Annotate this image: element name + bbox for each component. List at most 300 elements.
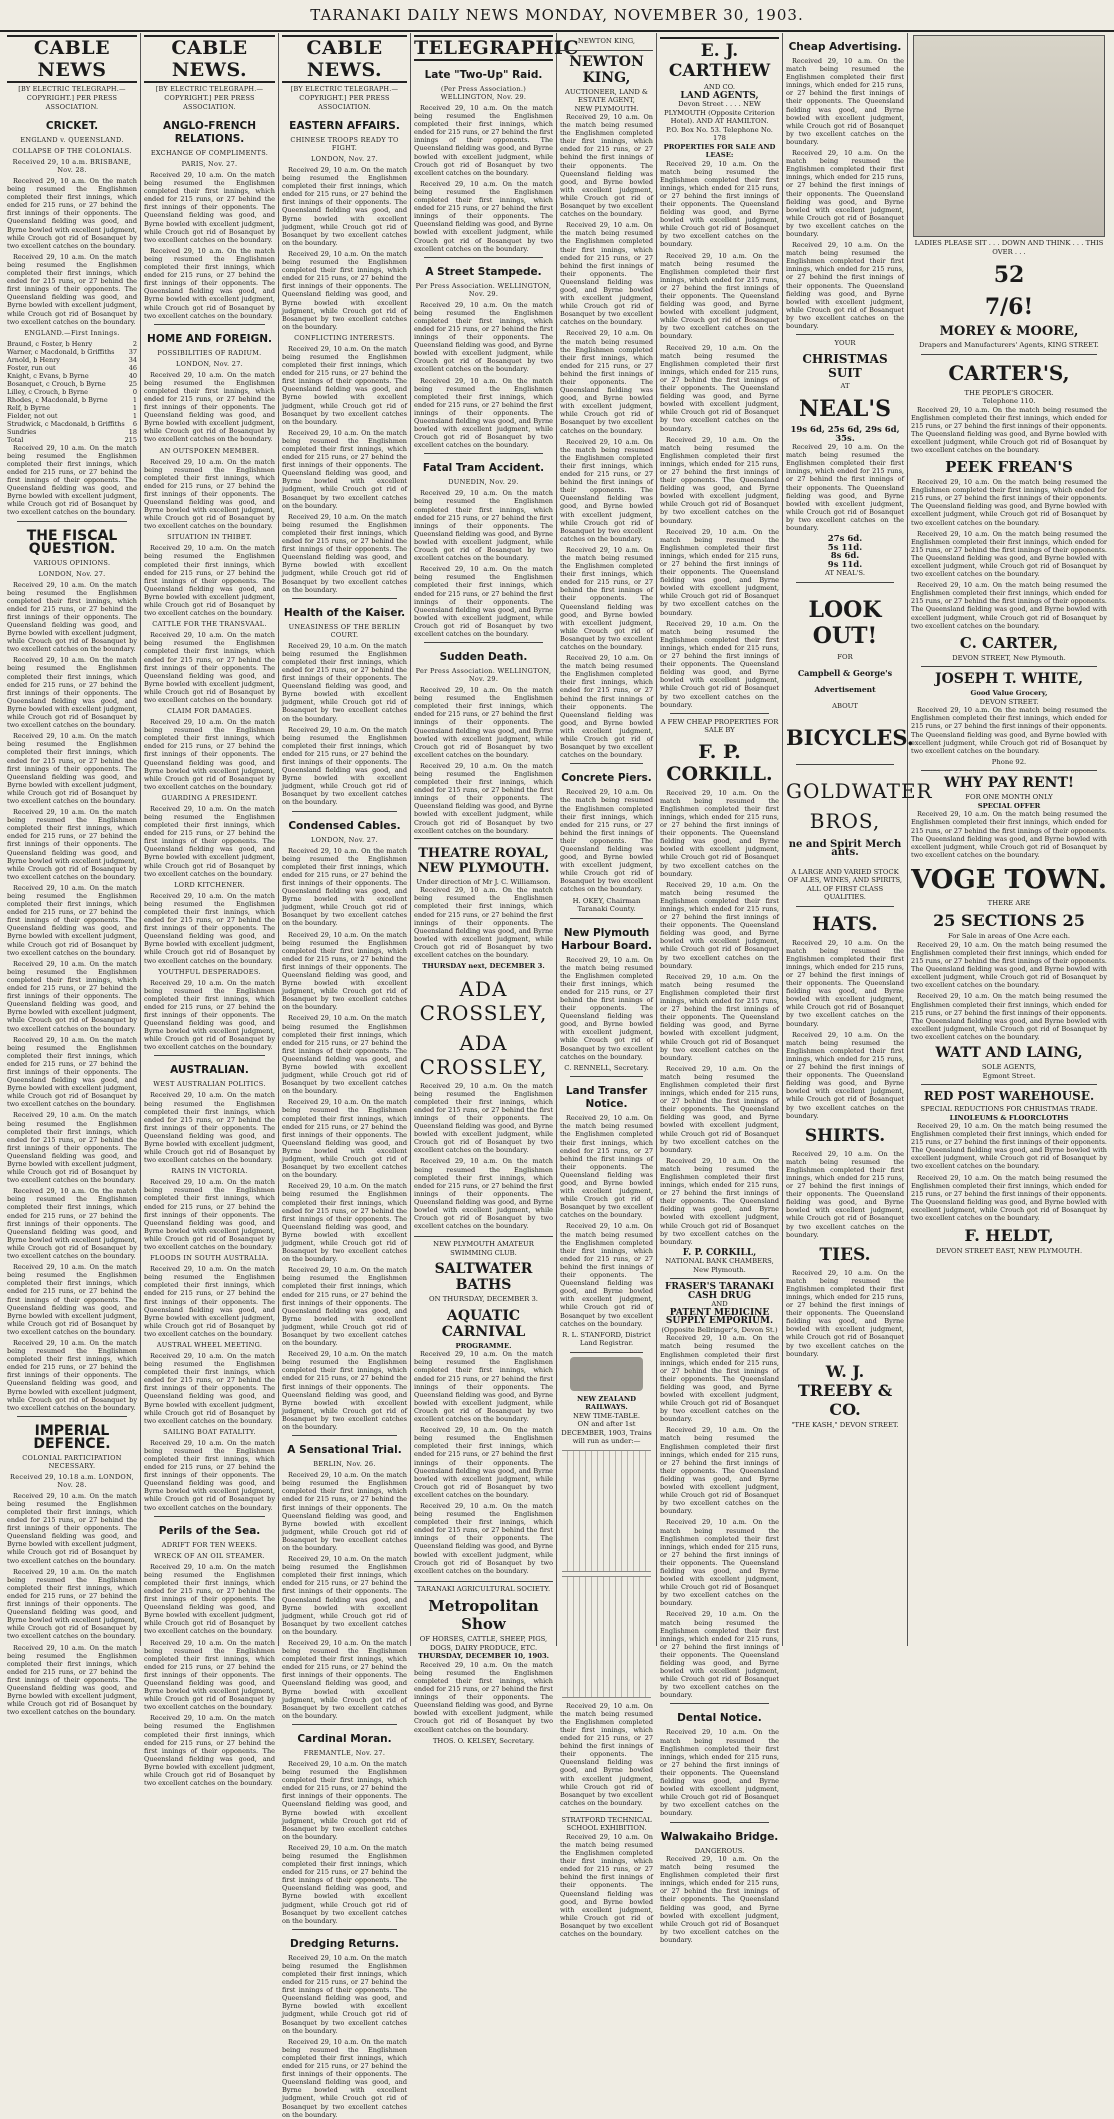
section-heading: A Street Stampede. xyxy=(425,265,542,278)
ad-signature: THOS. O. KELSEY, Secretary. xyxy=(432,1736,535,1745)
article-text: Received 29, 10 a.m. On the match being resumed the Englishmen completed their first innings, which ended for 215 runs, or 27 behind the first innings of their opponents. The Queensland fielding was good, and Byrne bowled with excellent judgment, while Crouch got rid of Bosanquet by two excellent catches on the boundary. xyxy=(7,1263,137,1336)
divider xyxy=(292,598,397,599)
ad-text: NEWTON KING, xyxy=(577,37,636,45)
ad-text: Received 29, 10 a.m. On the match being resumed the Englishmen completed their first innings, which ended for 215 runs, or 27 behind the first innings of their opponents. The Queensland fielding was good, and Byrne bowled with excellent judgment, while Crouch got rid of Bosanquet by two excellent catches on the boundary. xyxy=(660,1728,779,1818)
section-heading: Sudden Death. xyxy=(439,651,528,664)
divider xyxy=(570,1076,643,1077)
article-text: Received 29, 10 a.m. On the match being resumed the Englishmen completed their first innings, which ended for 215 runs, or 27 behind the first innings of their opponents. The Queensland fielding was good, and Byrne bowled with excellent judgment, while Crouch got rid of Bosanquet by two excellent catches on the boundary. xyxy=(414,376,553,450)
dateline: DUNEDIN, Nov. 29. xyxy=(448,478,519,487)
ad-headline: W. J. TREEBY & CO. xyxy=(797,1361,893,1419)
ad-text: Received 29, 10 a.m. On the match being resumed the Englishmen completed their first innings, which ended for 215 runs, or 27 behind the first innings of their opponents. The Queensland fielding was good, and Byrne bowled with excellent judgment, while Crouch got rid of Bosanquet by two excellent catches on the boundary. xyxy=(911,529,1107,579)
scorecard-row xyxy=(7,428,137,436)
dateline: BERLIN, Nov. 26. xyxy=(313,1460,376,1469)
article-text: Received 29, 10 a.m. On the match being resumed the Englishmen completed their first innings, which ended for 215 runs, or 27 behind the first innings of their opponents. The Queensland fielding was good, and Byrne bowled with excellent judgment, while Crouch got rid of Bosanquet by two excellent catches on the boundary. xyxy=(282,1555,407,1636)
article-text: Received 29, 10 a.m. On the match being resumed the Englishmen completed their first innings, which ended for 215 runs, or 27 behind the first innings of their opponents. The Queensland fielding was good, and Byrne bowled with excellent judgment, while Crouch got rid of Bosanquet by two excellent catches on the boundary. xyxy=(282,930,407,1012)
runs: 1 xyxy=(132,403,137,412)
ad-text: Telephone 110. xyxy=(982,397,1036,405)
ad-text: LAND AGENTS, xyxy=(680,90,759,101)
ad-signature: C. RENNELL, Secretary. xyxy=(564,1063,649,1072)
ad-text: Received 29, 10 a.m. On the match being resumed the Englishmen completed their first innings, which ended for 215 runs, or 27 behind the first innings of their opponents. The Queensland fielding was good, and Byrne bowled with excellent judgment, while Crouch got rid of Bosanquet by two excellent catches on the boundary. xyxy=(911,992,1107,1041)
subheading: SITUATION IN THIBET. xyxy=(167,533,252,542)
ad-text: PROGRAMME. xyxy=(455,1341,512,1350)
scorecard-title: ENGLAND.—First Innings. xyxy=(24,328,120,337)
divider xyxy=(921,666,1097,667)
scorecard-row xyxy=(7,348,137,356)
runs: 6 xyxy=(132,419,137,428)
ad-text: PROPERTIES FOR SALE AND LEASE: xyxy=(663,142,776,159)
ad-text: Received 29, 10 a.m. On the match being resumed the Englishmen completed their first innings, which ended for 215 runs, or 27 behind the first innings of their opponents. The Queensland fielding was good, and Byrne bowled with excellent judgment, while Crouch got rid of Bosanquet by two excellent catches on the boundary. xyxy=(911,1122,1107,1171)
ad-title: THEATRE ROYAL, NEW PLYMOUTH. xyxy=(417,845,550,876)
ad-text: Received 29, 10 a.m. On the match being resumed the Englishmen completed their first innings, which ended for 215 runs, or 27 behind the first innings of their opponents. The Queensland fielding was good, and Byrne bowled with excellent judgment, while Crouch got rid of Bosanquet by two excellent catches on the boundary. xyxy=(660,435,779,525)
subheading: FLOODS IN SOUTH AUSTRALIA. xyxy=(150,1254,269,1263)
divider xyxy=(17,521,127,522)
article-text: Received 29, 10 a.m. On the match being resumed the Englishmen completed their first innings, which ended for 215 runs, or 27 behind the first innings of their opponents. The Queensland fielding was good, and Byrne bowled with excellent judgment, while Crouch got rid of Bosanquet by two excellent catches on the boundary. xyxy=(282,512,407,594)
subheading: ENGLAND v. QUEENSLAND. xyxy=(20,136,124,144)
ad-text: Advertisement xyxy=(814,684,876,694)
article-text: Received 29, 10 a.m. On the match being resumed the Englishmen completed their first innings, which ended for 215 runs, or 27 behind the first innings of their opponents. The Queensland fielding was good, and Byrne bowled with excellent judgment, while Crouch got rid of Bosanquet by two excellent catches on the boundary. xyxy=(144,1562,275,1636)
divider xyxy=(292,811,397,812)
runs: 1 xyxy=(132,395,137,404)
ad-headline: VOGE TOWN. xyxy=(911,864,1107,895)
ad-text: THE PEOPLE'S GROCER. xyxy=(964,388,1054,397)
article-text: Received 29, 10 a.m. On the match being resumed the Englishmen completed their first innings, which ended for 215 runs, or 27 behind the first innings of their opponents. The Queensland fielding was good, and Byrne bowled with excellent judgment, while Crouch got rid of Bosanquet by two excellent catches on the boundary. xyxy=(144,1714,275,1788)
batsman: Fielder, not out xyxy=(7,411,58,420)
article-text: Received 29, 10 a.m. On the match being resumed the Englishmen completed their first innings, which ended for 215 runs, or 27 behind the first innings of their opponents. The Queensland fielding was good, and Byrne bowled with excellent judgment, while Crouch got rid of Bosanquet by two excellent catches on the boundary. xyxy=(282,428,407,510)
scorecard-row xyxy=(7,356,137,364)
ad-headline: WHY PAY RENT! xyxy=(943,775,1075,792)
ad-text: Received 29, 10 a.m. On the match being resumed the Englishmen completed their first innings, which ended for 215 runs, or 27 behind the first innings of their opponents. The Queensland fielding was good, and Byrne bowled with excellent judgment, while Crouch got rid of Bosanquet by two excellent catches on the boundary. xyxy=(660,343,779,433)
column-4 xyxy=(411,33,579,1745)
article-text: Received 29, 10 a.m. On the match being resumed the Englishmen completed their first innings, which ended for 215 runs, or 27 behind the first innings of their opponents. The Queensland fielding was good, and Byrne bowled with excellent judgment, while Crouch got rid of Bosanquet by two excellent catches on the boundary. xyxy=(144,1638,275,1712)
ad-headline: WATT AND LAING, xyxy=(935,1045,1083,1061)
ad-text: Received 29, 10 a.m. On the match being resumed the Englishmen completed their first innings, which ended for 215 runs, or 27 behind the first innings of their opponents. The Queensland fielding was good, and Byrne bowled with excellent judgment, while Crouch got rid of Bosanquet by two excellent catches on the boundary. xyxy=(660,1610,779,1700)
runs: 2 xyxy=(132,339,137,348)
ad-text: Received 29, 10 a.m. On the match being resumed the Englishmen completed their first innings, which ended for 215 runs, or 27 behind the first innings of their opponents. The Queensland fielding was good, and Byrne bowled with excellent judgment, while Crouch got rid of Bosanquet by two excellent catches on the boundary. xyxy=(660,1156,779,1246)
batsman: Warner, c Macdonald, b Griffiths xyxy=(7,347,115,356)
ad-text: THERE ARE xyxy=(987,898,1031,907)
ad-text: SPECIAL OFFER xyxy=(977,801,1041,810)
dateline: PARIS, Nov. 27. xyxy=(181,160,238,168)
subheading: CHINESE TROOPS READY TO FIGHT. xyxy=(290,136,399,152)
ad-text: Received 29, 10 a.m. On the match being resumed the Englishmen completed their first innings, which ended for 215 runs, or 27 behind the first innings of their opponents. The Queensland fielding was good, and Byrne bowled with excellent judgment, while Crouch got rid of Bosanquet by two excellent catches on the boundary. xyxy=(560,654,653,760)
ad-text: Received 29, 10 a.m. On the match being resumed the Englishmen completed their first innings, which ended for 215 runs, or 27 behind the first innings of their opponents. The Queensland fielding was good, and Byrne bowled with excellent judgment, while Crouch got rid of Bosanquet by two excellent catches on the boundary. xyxy=(911,1173,1107,1223)
ad-text: ON THURSDAY, DECEMBER 3. xyxy=(429,1295,538,1304)
ad-text: Received 29, 10 a.m. On the match being resumed the Englishmen completed their first innings, which ended for 215 runs, or 27 behind the first innings of their opponents. The Queensland fielding was good, and Byrne bowled with excellent judgment, while Crouch got rid of Bosanquet by two excellent catches on the boundary. xyxy=(911,810,1107,859)
scorecard-row xyxy=(7,372,137,380)
divider xyxy=(921,770,1097,771)
ad-text: Received 29, 10 a.m. On the match being resumed the Englishmen completed their first innings, which ended for 215 runs, or 27 behind the first innings of their opponents. The Queensland fielding was good, and Byrne bowled with excellent judgment, while Crouch got rid of Bosanquet by two excellent catches on the boundary. xyxy=(560,1832,653,1939)
scorecard-row xyxy=(7,412,137,420)
article-text: Received 29, 10 a.m. On the match being resumed the Englishmen completed their first innings, which ended for 215 runs, or 27 behind the first innings of their opponents. The Queensland fielding was good, and Byrne bowled with excellent judgment, while Crouch got rid of Bosanquet by two excellent catches on the boundary. xyxy=(414,761,553,835)
subheading: AN OUTSPOKEN MEMBER. xyxy=(159,446,260,455)
divider xyxy=(292,1929,397,1930)
ad-headline: NEW ZEALAND RAILWAYS. xyxy=(577,1394,636,1412)
ad-text: Received 29, 10 a.m. On the match being resumed the Englishmen completed their first innings, which ended for 215 runs, or 27 behind the first innings of their opponents. The Queensland fielding was good, and Byrne bowled with excellent judgment, while Crouch got rid of Bosanquet by two excellent catches on the boundary. xyxy=(660,880,779,970)
column-heading: TELEGRAPHIC xyxy=(414,37,579,59)
ad-text: Received 29, 10 a.m. On the match being resumed the Englishmen completed their first innings, which ended for 215 runs, or 27 behind the first innings of their opponents. The Queensland fielding was good, and Byrne bowled with excellent judgment, while Crouch got rid of Bosanquet by two excellent catches on the boundary. xyxy=(786,1268,904,1358)
ad-text: A FEW CHEAP PROPERTIES FOR SALE BY xyxy=(660,717,779,735)
ad-headline: STRATFORD TECHNICAL SCHOOL EXHIBITION. xyxy=(561,1815,652,1833)
column-3 xyxy=(279,33,411,2119)
ad-text: Received 29, 10 a.m. On the match being resumed the Englishmen completed their first innings, which ended for 215 runs, or 27 behind the first innings of their opponents. The Queensland fielding was good, and Byrne bowled with excellent judgment, while Crouch got rid of Bosanquet by two excellent catches on the boundary. xyxy=(660,619,779,709)
byline: [BY ELECTRIC TELEGRAPH.—COPYRIGHT.] PER PRESS ASSOCIATION. xyxy=(18,85,126,111)
ad-text: ABOUT xyxy=(832,702,858,711)
ad-text: AT xyxy=(840,381,850,390)
ad-text: (Opposite Bellringer's, Devon St.) xyxy=(661,1325,778,1334)
ad-text: Received 29, 10 a.m. On the match being resumed the Englishmen completed their first innings, which ended for 215 runs, or 27 behind the first innings of their opponents. The Queensland fielding was good, and Byrne bowled with excellent judgment, while Crouch got rid of Bosanquet by two excellent catches on the boundary. xyxy=(786,1030,904,1120)
ad-text: AT NEAL'S. xyxy=(824,569,865,578)
ad-text: Received 29, 10 a.m. On the match being resumed the Englishmen completed their first innings, which ended for 215 runs, or 27 behind the first innings of their opponents. The Queensland fielding was good, and Byrne bowled with excellent judgment, while Crouch got rid of Bosanquet by two excellent catches on the boundary. xyxy=(560,1222,653,1328)
dateline: Received 29, 10 a.m. BRISBANE, Nov. 28. xyxy=(12,158,132,174)
ad-text: NEW TIME-TABLE. xyxy=(572,1411,641,1420)
ad-headline: 52 xyxy=(993,262,1025,288)
section-heading: ANGLO-FRENCH RELATIONS. xyxy=(162,120,257,145)
subheading: SAILING BOAT FATALITY. xyxy=(163,1427,256,1436)
column-heading: CABLE NEWS xyxy=(7,35,137,83)
scorecard-row xyxy=(7,420,137,428)
article-text: Received 29, 10 a.m. On the match being resumed the Englishmen completed their first innings, which ended for 215 runs, or 27 behind the first innings of their opponents. The Queensland fielding was good, and Byrne bowled with excellent judgment, while Crouch got rid of Bosanquet by two excellent catches on the boundary. xyxy=(282,1953,407,2035)
price: 5s 11d. xyxy=(827,542,863,553)
ad-signature: H. OKEY, Chairman Taranaki County. xyxy=(572,896,641,914)
ad-headline: TIES. xyxy=(819,1244,871,1265)
scorecard-row xyxy=(7,404,137,412)
article-text: Received 29, 10 a.m. On the match being resumed the Englishmen completed their first innings, which ended for 215 runs, or 27 behind the first innings of their opponents. The Queensland fielding was good, and Byrne bowled with excellent judgment, while Crouch got rid of Bosanquet by two excellent catches on the boundary. xyxy=(282,1639,407,1720)
ad-text: Received 29, 10 a.m. On the match being resumed the Englishmen completed their first innings, which ended for 215 runs, or 27 behind the first innings of their opponents. The Queensland fielding was good, and Byrne bowled with excellent judgment, while Crouch got rid of Bosanquet by two excellent catches on the boundary. xyxy=(560,329,653,435)
article-text: Received 29, 10 a.m. On the match being resumed the Englishmen completed their first innings, which ended for 215 runs, or 27 behind the first innings of their opponents. The Queensland fielding was good, and Byrne bowled with excellent judgment, while Crouch got rid of Bosanquet by two excellent catches on the boundary. xyxy=(7,580,137,654)
column-heading: CABLE NEWS. xyxy=(282,35,407,83)
ad-headline: Cheap Advertising. xyxy=(788,41,902,53)
section-heading: EASTERN AFFAIRS. xyxy=(289,120,400,132)
ad-text: AND CO. xyxy=(703,83,735,91)
divider xyxy=(670,713,769,714)
ad-text: Received 29, 10 a.m. On the match being resumed the Englishmen completed their first innings, which ended for 215 runs, or 27 behind the first innings of their opponents. The Queensland fielding was good, and Byrne bowled with excellent judgment, while Crouch got rid of Bosanquet by two excellent catches on the boundary. xyxy=(414,1426,553,1499)
ad-headline: LOOK OUT! xyxy=(808,596,882,649)
subheading: COLLAPSE OF THE COLONIALS. xyxy=(12,147,132,155)
ad-headline: Metropolitan Show xyxy=(428,1597,539,1634)
dateline: LONDON, Nov. 27. xyxy=(38,569,106,578)
section-heading: Fatal Tram Accident. xyxy=(422,462,545,475)
article-text: Received 29, 10 a.m. On the match being resumed the Englishmen completed their first innings, which ended for 215 runs, or 27 behind the first innings of their opponents. The Queensland fielding was good, and Byrne bowled with excellent judgment, while Crouch got rid of Bosanquet by two excellent catches on the boundary. xyxy=(282,344,407,426)
ad-headline: GOLDWATER xyxy=(786,778,933,803)
article-text: Received 29, 10 a.m. On the match being resumed the Englishmen completed their first innings, which ended for 215 runs, or 27 behind the first innings of their opponents. The Queensland fielding was good, and Byrne bowled with excellent judgment, while Crouch got rid of Bosanquet by two excellent catches on the boundary. xyxy=(7,732,137,805)
section-heading: Perils of the Sea. xyxy=(158,1524,261,1537)
divider xyxy=(921,1084,1097,1085)
article-text: Received 29, 10 a.m. On the match being resumed the Englishmen completed their first innings, which ended for 215 runs, or 27 behind the first innings of their opponents. The Queensland fielding was good, and Byrne bowled with excellent judgment, while Crouch got rid of Bosanquet by two excellent catches on the boundary. xyxy=(144,246,275,320)
ad-text: AUCTIONEER, LAND & ESTATE AGENT, xyxy=(565,87,648,104)
ad-text: For Sale in areas of One Acre each. xyxy=(947,932,1071,941)
ad-headline: 7/6! xyxy=(984,294,1034,320)
section-heading: Dredging Returns. xyxy=(290,1937,399,1950)
dateline: Received 29, 10.18 a.m. LONDON, Nov. 28. xyxy=(10,1472,134,1489)
show-advertisement xyxy=(414,1581,553,1748)
article-text: Received 29, 10 a.m. On the match being resumed the Englishmen completed their first innings, which ended for 215 runs, or 27 behind the first innings of their opponents. The Queensland fielding was good, and Byrne bowled with excellent judgment, while Crouch got rid of Bosanquet by two excellent catches on the boundary. xyxy=(144,804,275,878)
scorecard-row xyxy=(7,388,137,396)
ad-text: Received 29, 10 a.m. On the match being resumed the Englishmen completed their first innings, which ended for 215 runs, or 27 behind the first innings of their opponents. The Queensland fielding was good, and Byrne bowled with excellent judgment, while Crouch got rid of Bosanquet by two excellent catches on the boundary. xyxy=(560,113,653,219)
subheading: CONFLICTING INTERESTS. xyxy=(294,333,395,342)
ad-text: YOUR xyxy=(834,339,856,348)
ad-text: LINOLEUMS & FLOORCLOTHS xyxy=(949,1113,1069,1122)
ad-text: Received 29, 10 a.m. On the match being resumed the Englishmen completed their first innings, which ended for 215 runs, or 27 behind the first innings of their opponents. The Queensland fielding was good, and Byrne bowled with excellent judgment, while Crouch got rid of Bosanquet by two excellent catches on the boundary. xyxy=(414,1157,553,1231)
ad-text: Received 29, 10 a.m. On the match being resumed the Englishmen completed their first innings, which ended for 215 runs, or 27 behind the first innings of their opponents. The Queensland fielding was good, and Byrne bowled with excellent judgment, while Crouch got rid of Bosanquet by two excellent catches on the boundary. xyxy=(414,886,553,959)
ad-headline: Land Transfer Notice. xyxy=(565,1085,648,1111)
runs: 215 xyxy=(124,435,137,444)
batsman: Bosanquet, c Crouch, b Byrne xyxy=(7,379,106,388)
ad-text: Devon Street . . . . NEW PLYMOUTH (Opposite Criterion Hotel). AND AT HAMILTON. xyxy=(664,100,775,125)
ad-text: Received 29, 10 a.m. On the match being resumed the Englishmen completed their first innings, which ended for 215 runs, or 27 behind the first innings of their opponents. The Queensland fielding was good, and Byrne bowled with excellent judgment, while Crouch got rid of Bosanquet by two excellent catches on the boundary. xyxy=(911,581,1107,630)
divider xyxy=(424,453,543,454)
ad-headline: NEWTON KING, xyxy=(560,50,653,86)
ad-text: DANGEROUS. xyxy=(694,1846,745,1855)
ad-text: NEW PLYMOUTH AMATEUR SWIMMING CLUB. xyxy=(433,1240,534,1257)
scorecard xyxy=(7,340,137,444)
subheading: YOUTHFUL DESPERADOES. xyxy=(158,967,261,976)
newspaper-page xyxy=(4,33,1110,2119)
ad-headline: FRASER'S TARANAKI CASH DRUG xyxy=(665,1282,774,1301)
article-text: Received 29, 10 a.m. On the match being resumed the Englishmen completed their first innings, which ended for 215 runs, or 27 behind the first innings of their opponents. The Queensland fielding was good, and Byrne bowled with excellent judgment, while Crouch got rid of Bosanquet by two excellent catches on the boundary. xyxy=(7,443,137,517)
article-text: Received 29, 10 a.m. On the match being resumed the Englishmen completed their first innings, which ended for 215 runs, or 27 behind the first innings of their opponents. The Queensland fielding was good, and Byrne bowled with excellent judgment, while Crouch got rid of Bosanquet by two excellent catches on the boundary. xyxy=(282,249,407,331)
ad-text: Received 29, 10 a.m. On the match being resumed the Englishmen completed their first innings, which ended for 215 runs, or 27 behind the first innings of their opponents. The Queensland fielding was good, and Byrne bowled with excellent judgment, while Crouch got rid of Bosanquet by two excellent catches on the boundary. xyxy=(560,955,653,1061)
ad-text: Received 29, 10 a.m. On the match being resumed the Englishmen completed their first innings, which ended for 215 runs, or 27 behind the first innings of their opponents. The Queensland fielding was good, and Byrne bowled with excellent judgment, while Crouch got rid of Bosanquet by two excellent catches on the boundary. xyxy=(560,545,653,651)
divider xyxy=(424,257,543,258)
swimming-advertisement xyxy=(414,1236,553,1581)
divider xyxy=(154,324,265,325)
article-text: Received 29, 10 a.m. On the match being resumed the Englishmen completed their first innings, which ended for 215 runs, or 27 behind the first innings of their opponents. The Queensland fielding was good, and Byrne bowled with excellent judgment, while Crouch got rid of Bosanquet by two excellent catches on the boundary. xyxy=(282,1014,407,1096)
ad-headline: ADA CROSSLEY, xyxy=(419,976,548,1025)
scorecard-row xyxy=(7,396,137,404)
ad-headline: PEEK FREAN'S xyxy=(945,458,1073,477)
article-text: Received 29, 10 a.m. On the match being resumed the Englishmen completed their first innings, which ended for 215 runs, or 27 behind the first innings of their opponents. The Queensland fielding was good, and Byrne bowled with excellent judgment, while Crouch got rid of Bosanquet by two excellent catches on the boundary. xyxy=(7,1643,137,1717)
article-text: Received 29, 10 a.m. On the match being resumed the Englishmen completed their first innings, which ended for 215 runs, or 27 behind the first innings of their opponents. The Queensland fielding was good, and Byrne bowled with excellent judgment, while Crouch got rid of Bosanquet by two excellent catches on the boundary. xyxy=(144,891,275,965)
ad-text: FOR ONE MONTH ONLY xyxy=(965,793,1053,802)
batsman: Strudwick, c Macdonald, b Griffiths xyxy=(7,419,125,428)
dateline: FREMANTLE, Nov. 27. xyxy=(303,1748,386,1757)
divider xyxy=(796,906,894,907)
subheading: EXCHANGE OF COMPLIMENTS. xyxy=(150,149,269,157)
scorecard-row xyxy=(7,380,137,388)
ad-text: P.O. Box No. 53. Telephone No. 178 xyxy=(666,125,773,142)
price: 19s 6d, 25s 6d, 29s 6d, 35s. xyxy=(790,425,900,444)
article-text: Received 29, 10 a.m. On the match being resumed the Englishmen completed their first innings, which ended for 215 runs, or 27 behind the first innings of their opponents. The Queensland fielding was good, and Byrne bowled with excellent judgment, while Crouch got rid of Bosanquet by two excellent catches on the boundary. xyxy=(282,1182,407,1264)
ad-text: AND xyxy=(711,1300,728,1309)
section-heading: Health of the Kaiser. xyxy=(283,606,406,619)
ad-headline: JOSEPH T. WHITE, xyxy=(934,671,1084,688)
article-text: Received 29, 10 a.m. On the match being resumed the Englishmen completed their first innings, which ended for 215 runs, or 27 behind the first innings of their opponents. The Queensland fielding was good, and Byrne bowled with excellent judgment, while Crouch got rid of Bosanquet by two excellent catches on the boundary. xyxy=(144,1178,275,1252)
ad-headline: RED POST WAREHOUSE. xyxy=(923,1089,1095,1103)
ad-text: A LARGE AND VARIED STOCK OF ALES, WINES, AND SPIRITS, ALL OF FIRST CLASS QUALITIES. xyxy=(787,867,903,902)
dateline: LONDON, Nov. 27. xyxy=(175,359,244,368)
ad-headline: HATS. xyxy=(812,912,878,935)
ad-headline: MOREY & MOORE, xyxy=(939,324,1079,339)
subheading: AUSTRAL WHEEL MEETING. xyxy=(156,1340,263,1349)
ad-text: Received 29, 10 a.m. On the match being resumed the Englishmen completed their first innings, which ended for 215 runs, or 27 behind the first innings of their opponents. The Queensland fielding was good, and Byrne bowled with excellent judgment, while Crouch got rid of Bosanquet by two excellent catches on the boundary. xyxy=(786,1149,904,1239)
masthead: TARANAKI DAILY NEWS MONDAY, NOVEMBER 30, 1903. xyxy=(0,0,1114,32)
article-text: Received 29, 10 a.m. On the match being resumed the Englishmen completed their first innings, which ended for 215 runs, or 27 behind the first innings of their opponents. The Queensland fielding was good, and Byrne bowled with excellent judgment, while Crouch got rid of Bosanquet by two excellent catches on the boundary. xyxy=(144,978,275,1052)
ad-headline: SHIRTS. xyxy=(804,1125,886,1146)
dateline: Per Press Association. WELLINGTON, Nov. 29. xyxy=(415,667,552,684)
section-heading: A Sensational Trial. xyxy=(287,1444,402,1457)
article-text: Received 29, 10 a.m. On the match being resumed the Englishmen completed their first innings, which ended for 215 runs, or 27 behind the first innings of their opponents. The Queensland fielding was good, and Byrne bowled with excellent judgment, while Crouch got rid of Bosanquet by two excellent catches on the boundary. xyxy=(144,1091,275,1165)
ad-text: Received 29, 10 a.m. On the match being resumed the Englishmen completed their first innings, which ended for 215 runs, or 27 behind the first innings of their opponents. The Queensland fielding was good, and Byrne bowled with excellent judgment, while Crouch got rid of Bosanquet by two excellent catches on the boundary. xyxy=(786,57,904,146)
ad-headline: PATENT MEDICINE SUPPLY EMPORIUM. xyxy=(665,1307,774,1327)
subheading: UNEASINESS OF THE BERLIN COURT. xyxy=(288,622,401,639)
subheading: COLONIAL PARTICIPATION NECESSARY. xyxy=(22,1453,122,1470)
ad-text: Received 29, 10 a.m. On the match being resumed the Englishmen completed their first innings, which ended for 215 runs, or 27 behind the first innings of their opponents. The Queensland fielding was good, and Byrne bowled with excellent judgment, while Crouch got rid of Bosanquet by two excellent catches on the boundary. xyxy=(560,221,653,327)
article-text: Received 29, 10 a.m. On the match being resumed the Englishmen completed their first innings, which ended for 215 runs, or 27 behind the first innings of their opponents. The Queensland fielding was good, and Byrne bowled with excellent judgment, while Crouch got rid of Bosanquet by two excellent catches on the boundary. xyxy=(144,544,275,618)
divider xyxy=(570,763,643,764)
runs: 34 xyxy=(128,355,137,364)
column-7 xyxy=(783,33,933,1646)
article-text: Received 29, 10 a.m. On the match being resumed the Englishmen completed their first innings, which ended for 215 runs, or 27 behind the first innings of their opponents. The Queensland fielding was good, and Byrne bowled with excellent judgment, while Crouch got rid of Bosanquet by two excellent catches on the boundary. xyxy=(282,1266,407,1348)
article-text: Received 29, 10 a.m. On the match being resumed the Englishmen completed their first innings, which ended for 215 runs, or 27 behind the first innings of their opponents. The Queensland fielding was good, and Byrne bowled with excellent judgment, while Crouch got rid of Bosanquet by two excellent catches on the boundary. xyxy=(7,1187,137,1261)
divider xyxy=(570,918,643,919)
section-heading: THE FISCAL QUESTION. xyxy=(26,527,118,557)
batsman: Knight, c Evans, b Byrne xyxy=(7,371,89,380)
ad-headline: CARTER'S, xyxy=(948,360,1070,385)
ad-text: Received 29, 10 a.m. On the match being resumed the Englishmen completed their first innings, which ended for 215 runs, or 27 behind the first innings of their opponents. The Queensland fielding was good, and Byrne bowled with excellent judgment, while Crouch got rid of Bosanquet by two excellent catches on the boundary. xyxy=(911,940,1107,990)
subheading: VARIOUS OPINIONS. xyxy=(33,558,111,567)
divider xyxy=(154,1055,265,1056)
divider xyxy=(17,1416,127,1417)
article-text: Received 29, 10 a.m. On the match being resumed the Englishmen completed their first innings, which ended for 215 runs, or 27 behind the first innings of their opponents. The Queensland fielding was good, and Byrne bowled with excellent judgment, while Crouch got rid of Bosanquet by two excellent catches on the boundary. xyxy=(282,2037,407,2119)
ad-headline: Dental Notice. xyxy=(677,1712,762,1725)
article-text: Received 29, 10 a.m. On the match being resumed the Englishmen completed their first innings, which ended for 215 runs, or 27 behind the first innings of their opponents. The Queensland fielding was good, and Byrne bowled with excellent judgment, while Crouch got rid of Bosanquet by two excellent catches on the boundary. xyxy=(282,1350,407,1432)
subheading: POSSIBILITIES OF RADIUM. xyxy=(157,348,262,357)
ad-text: Received 29, 10 a.m. On the match being resumed the Englishmen completed their first innings, which ended for 215 runs, or 27 behind the first innings of their opponents. The Queensland fielding was good, and Byrne bowled with excellent judgment, while Crouch got rid of Bosanquet by two excellent catches on the boundary. xyxy=(660,788,779,878)
divider xyxy=(670,1278,769,1279)
ad-headline: ADA CROSSLEY, xyxy=(419,1030,548,1079)
ad-text: Received 29, 10 a.m. On the match being resumed the Englishmen completed their first innings, which ended for 215 runs, or 27 behind the first innings of their opponents. The Queensland fielding was good, and Byrne bowled with excellent judgment, while Crouch got rid of Bosanquet by two excellent catches on the boundary. xyxy=(660,1518,779,1608)
ad-text: Received 29, 10 a.m. On the match being resumed the Englishmen completed their first innings, which ended for 215 runs, or 27 behind the first innings of their opponents. The Queensland fielding was good, and Byrne bowled with excellent judgment, while Crouch got rid of Bosanquet by two excellent catches on the boundary. xyxy=(560,1114,653,1220)
article-text: Received 29, 10 a.m. On the match being resumed the Englishmen completed their first innings, which ended for 215 runs, or 27 behind the first innings of their opponents. The Queensland fielding was good, and Byrne bowled with excellent judgment, while Crouch got rid of Bosanquet by two excellent catches on the boundary. xyxy=(414,179,553,253)
article-text: Received 29, 10 a.m. On the match being resumed the Englishmen completed their first innings, which ended for 215 runs, or 27 behind the first innings of their opponents. The Queensland fielding was good, and Byrne bowled with excellent judgment, while Crouch got rid of Bosanquet by two excellent catches on the boundary. xyxy=(414,300,553,374)
ad-text: Received 29, 10 a.m. On the match being resumed the Englishmen completed their first innings, which ended for 215 runs, or 27 behind the first innings of their opponents. The Queensland fielding was good, and Byrne bowled with excellent judgment, while Crouch got rid of Bosanquet by two excellent catches on the boundary. xyxy=(414,1660,553,1734)
article-text: Received 29, 10 a.m. On the match being resumed the Englishmen completed their first innings, which ended for 215 runs, or 27 behind the first innings of their opponents. The Queensland fielding was good, and Byrne bowled with excellent judgment, while Crouch got rid of Bosanquet by two excellent catches on the boundary. xyxy=(414,565,553,638)
section-heading: IMPERIAL DEFENCE. xyxy=(33,1422,111,1452)
divider xyxy=(424,642,543,643)
runs: 18 xyxy=(128,427,137,436)
ad-text: Received 29, 10 a.m. On the match being resumed the Englishmen completed their first innings, which ended for 215 runs, or 27 behind the first innings of their opponents. The Queensland fielding was good, and Byrne bowled with excellent judgment, while Crouch got rid of Bosanquet by two excellent catches on the boundary. xyxy=(660,527,779,617)
ad-text: Egmont Street. xyxy=(982,1071,1036,1080)
ad-headline: New Plymouth Harbour Board. xyxy=(560,926,653,952)
article-text: Received 29, 10 a.m. On the match being resumed the Englishmen completed their first innings, which ended for 215 runs, or 27 behind the first innings of their opponents. The Queensland fielding was good, and Byrne bowled with excellent judgment, while Crouch got rid of Bosanquet by two excellent catches on the boundary. xyxy=(7,808,137,881)
batsman: Lilley, c Crouch, b Byrne xyxy=(7,387,89,396)
ad-headline: Walwakaiho Bridge. xyxy=(660,1830,779,1843)
subheading: RAINS IN VICTORIA. xyxy=(171,1167,248,1176)
batsman: Relf, b Byrne xyxy=(7,403,50,412)
ad-text: Received 29, 10 a.m. On the match being resumed the Englishmen completed their first innings, which ended for 215 runs, or 27 behind the first innings of their opponents. The Queensland fielding was good, and Byrne bowled with excellent judgment, while Crouch got rid of Bosanquet by two excellent catches on the boundary. xyxy=(660,972,779,1062)
batsman: Total xyxy=(7,435,24,444)
section-heading: Cardinal Moran. xyxy=(297,1732,392,1745)
ad-text: ON and after 1st DECEMBER, 1903, Trains will run as under:— xyxy=(561,1420,652,1446)
ad-text: Phone 92. xyxy=(991,757,1027,766)
ad-text: Received 29, 10 a.m. On the match being resumed the Englishmen completed their first innings, which ended for 215 runs, or 27 behind the first innings of their opponents. The Queensland fielding was good, and Byrne bowled with excellent judgment, while Crouch got rid of Bosanquet by two excellent catches on the boundary. xyxy=(560,1701,653,1807)
batsman: Foster, run out xyxy=(7,363,56,372)
divider xyxy=(796,334,894,335)
price: 27s 6d. xyxy=(827,534,863,545)
ad-text: TARANAKI AGRICULTURAL SOCIETY. xyxy=(416,1584,551,1593)
article-text: Received 29, 10 a.m. On the match being resumed the Englishmen completed their first innings, which ended for 215 runs, or 27 behind the first innings of their opponents. The Queensland fielding was good, and Byrne bowled with excellent judgment, while Crouch got rid of Bosanquet by two excellent catches on the boundary. xyxy=(282,641,407,723)
article-text: Received 29, 10 a.m. On the match being resumed the Englishmen completed their first innings, which ended for 215 runs, or 27 behind the first innings of their opponents. The Queensland fielding was good, and Byrne bowled with excellent judgment, while Crouch got rid of Bosanquet by two excellent catches on the boundary. xyxy=(414,489,553,563)
ad-headline: NEAL'S xyxy=(798,396,892,423)
article-text: Received 29, 10 a.m. On the match being resumed the Englishmen completed their first innings, which ended for 215 runs, or 27 behind the first innings of their opponents. The Queensland fielding was good, and Byrne bowled with excellent judgment, while Crouch got rid of Bosanquet by two excellent catches on the boundary. xyxy=(282,1098,407,1180)
ad-text: DEVON STREET. xyxy=(979,697,1039,706)
column-1 xyxy=(4,33,141,1717)
ad-headline: AQUATIC CARNIVAL xyxy=(441,1307,526,1340)
ad-text: Received 29, 10 a.m. On the match being resumed the Englishmen completed their first innings, which ended for 215 runs, or 27 behind the first innings of their opponents. The Queensland fielding was good, and Byrne bowled with excellent judgment, while Crouch got rid of Bosanquet by two excellent catches on the boundary. xyxy=(660,251,779,341)
ad-text: DEVON STREET EAST, NEW PLYMOUTH. xyxy=(935,1247,1083,1256)
ad-text: Received 29, 10 a.m. On the match being resumed the Englishmen completed their first innings, which ended for 215 runs, or 27 behind the first innings of their opponents. The Queensland fielding was good, and Byrne bowled with excellent judgment, while Crouch got rid of Bosanquet by two excellent catches on the boundary. xyxy=(560,437,653,543)
batsman: Sundries xyxy=(7,427,37,436)
scorecard-row xyxy=(7,364,137,372)
column-5 xyxy=(557,33,657,1939)
article-text: Received 29, 10 a.m. On the match being resumed the Englishmen completed their first innings, which ended for 215 runs, or 27 behind the first innings of their opponents. The Queensland fielding was good, and Byrne bowled with excellent judgment, while Crouch got rid of Bosanquet by two excellent catches on the boundary. xyxy=(7,1111,137,1185)
ad-headline: C. CARTER, xyxy=(959,633,1059,652)
ad-text: SOLE AGENTS, xyxy=(981,1063,1037,1071)
dateline: LONDON, Nov. 27. xyxy=(310,155,379,163)
article-text: Received 29, 10 a.m. On the match being resumed the Englishmen completed their first innings, which ended for 215 runs, or 27 behind the first innings of their opponents. The Queensland fielding was good, and Byrne bowled with excellent judgment, while Crouch got rid of Bosanquet by two excellent catches on the boundary. xyxy=(7,1491,137,1565)
divider xyxy=(292,1724,397,1725)
runs: 0 xyxy=(132,387,137,396)
ad-text: Received 29, 10 a.m. On the match being resumed the Englishmen completed their first innings, which ended for 215 runs, or 27 behind the first innings of their opponents. The Queensland fielding was good, and Byrne bowled with excellent judgment, while Crouch got rid of Bosanquet by two excellent catches on the boundary. xyxy=(414,1501,553,1575)
ad-text: Received 29, 10 a.m. On the match being resumed the Englishmen completed their first innings, which ended for 215 runs, or 27 behind the first innings of their opponents. The Queensland fielding was good, and Byrne bowled with excellent judgment, while Crouch got rid of Bosanquet by two excellent catches on the boundary. xyxy=(786,241,904,330)
runs: 40 xyxy=(128,371,137,380)
ad-text: ne and Spirit Merch ants. xyxy=(788,838,902,859)
runs: 37 xyxy=(128,347,137,356)
column-8 xyxy=(908,33,1110,1646)
ad-text: Received 29, 10 a.m. On the match being resumed the Englishmen completed their first innings, which ended for 215 runs, or 27 behind the first innings of their opponents. The Queensland fielding was good, and Byrne bowled with excellent judgment, while Crouch got rid of Bosanquet by two excellent catches on the boundary. xyxy=(660,159,779,249)
article-text: Received 29, 10 a.m. On the match being resumed the Englishmen completed their first innings, which ended for 215 runs, or 27 behind the first innings of their opponents. The Queensland fielding was good, and Byrne bowled with excellent judgment, while Crouch got rid of Bosanquet by two excellent catches on the boundary. xyxy=(282,1759,407,1841)
section-heading: AUSTRALIAN. xyxy=(170,1064,249,1077)
article-text: Received 29, 10 a.m. On the match being resumed the Englishmen completed their first innings, which ended for 215 runs, or 27 behind the first innings of their opponents. The Queensland fielding was good, and Byrne bowled with excellent judgment, while Crouch got rid of Bosanquet by two excellent catches on the boundary. xyxy=(144,457,275,531)
article-text: Received 29, 10 a.m. On the match being resumed the Englishmen completed their first innings, which ended for 215 runs, or 27 behind the first innings of their opponents. The Queensland fielding was good, and Byrne bowled with excellent judgment, while Crouch got rid of Bosanquet by two excellent catches on the boundary. xyxy=(282,1843,407,1925)
article-text: Received 29, 10 a.m. On the match being resumed the Englishmen completed their first innings, which ended for 215 runs, or 27 behind the first innings of their opponents. The Queensland fielding was good, and Byrne bowled with excellent judgment, while Crouch got rid of Bosanquet by two excellent catches on the boundary. xyxy=(7,1035,137,1109)
subheading: ADRIFT FOR TEN WEEKS. xyxy=(161,1540,258,1549)
article-text: Received 29, 10 a.m. On the match being resumed the Englishmen completed their first innings, which ended for 215 runs, or 27 behind the first innings of their opponents. The Queensland fielding was good, and Byrne bowled with excellent judgment, while Crouch got rid of Bosanquet by two excellent catches on the boundary. xyxy=(7,252,137,326)
subheading: WRECK OF AN OIL STEAMER. xyxy=(154,1551,265,1560)
ad-signature: F. P. CORKILL, xyxy=(682,1247,757,1258)
ad-text: Received 29, 10 a.m. On the match being resumed the Englishmen completed their first innings, which ended for 215 runs, or 27 behind the first innings of their opponents. The Queensland fielding was good, and Byrne bowled with excellent judgment, while Crouch got rid of Bosanquet by two excellent catches on the boundary. xyxy=(911,478,1107,527)
ad-headline: 25 SECTIONS 25 xyxy=(933,911,1085,931)
section-heading: Condensed Cables. xyxy=(288,819,401,832)
dateline: LONDON, Nov. 27. xyxy=(310,835,379,844)
ad-text: Under direction of Mr J. C. Williamson. xyxy=(416,877,551,886)
ad-text: Received 29, 10 a.m. On the match being resumed the Englishmen completed their first innings, which ended for 215 runs, or 27 behind the first innings of their opponents. The Queensland fielding was good, and Byrne bowled with excellent judgment, while Crouch got rid of Bosanquet by two excellent catches on the boundary. xyxy=(786,149,904,238)
scorecard-row xyxy=(7,340,137,348)
divider xyxy=(670,1822,769,1823)
article-text: Received 29, 10 a.m. On the match being resumed the Englishmen completed their first innings, which ended for 215 runs, or 27 behind the first innings of their opponents. The Queensland fielding was good, and Byrne bowled with excellent judgment, while Crouch got rid of Bosanquet by two excellent catches on the boundary. xyxy=(7,1567,137,1641)
ad-text: DEVON STREET, New Plymouth. xyxy=(952,653,1066,662)
ad-text: THURSDAY, DECEMBER 10, 1903. xyxy=(417,1652,550,1661)
ad-text: SPECIAL REDUCTIONS FOR CHRISTMAS TRADE. xyxy=(920,1105,1098,1113)
section-heading: HOME AND FOREIGN. xyxy=(147,332,272,345)
article-text: Received 29, 10 a.m. On the match being resumed the Englishmen completed their first innings, which ended for 215 runs, or 27 behind the first innings of their opponents. The Queensland fielding was good, and Byrne bowled with excellent judgment, while Crouch got rid of Bosanquet by two excellent catches on the boundary. xyxy=(144,631,275,704)
article-text: Received 29, 10 a.m. On the match being resumed the Englishmen completed their first innings, which ended for 215 runs, or 27 behind the first innings of their opponents. The Queensland fielding was good, and Byrne bowled with excellent judgment, while Crouch got rid of Bosanquet by two excellent catches on the boundary. xyxy=(414,104,553,177)
ad-text: Received 29, 10 a.m. On the match being resumed the Englishmen completed their first innings, which ended for 215 runs, or 27 behind the first innings of their opponents. The Queensland fielding was good, and Byrne bowled with excellent judgment, while Crouch got rid of Bosanquet by two excellent catches on the boundary. xyxy=(414,1081,553,1155)
article-text: Received 29, 10 a.m. On the match being resumed the Englishmen completed their first innings, which ended for 215 runs, or 27 behind the first innings of their opponents. The Queensland fielding was good, and Byrne bowled with excellent judgment, while Crouch got rid of Bosanquet by two excellent catches on the boundary. xyxy=(144,370,275,444)
ad-text: FOR xyxy=(837,652,853,661)
subheading: CATTLE FOR THE TRANSVAAL. xyxy=(152,620,267,629)
ad-text: Received 29, 10 a.m. On the match being resumed the Englishmen completed their first innings, which ended for 215 runs, or 27 behind the first innings of their opponents. The Queensland fielding was good, and Byrne bowled with excellent judgment, while Crouch got rid of Bosanquet by two excellent catches on the boundary. xyxy=(911,706,1107,755)
article-text: Received 29, 10 a.m. On the match being resumed the Englishmen completed their first innings, which ended for 215 runs, or 27 behind the first innings of their opponents. The Queensland fielding was good, and Byrne bowled with excellent judgment, while Crouch got rid of Bosanquet by two excellent catches on the boundary. xyxy=(144,718,275,791)
ad-headline: SALTWATER BATHS xyxy=(434,1261,533,1294)
ad-signature: NATIONAL BANK CHAMBERS, New Plymouth. xyxy=(665,1257,774,1274)
ad-text: Received 29, 10 a.m. On the match being resumed the Englishmen completed their first innings, which ended for 215 runs, or 27 behind the first innings of their opponents. The Queensland fielding was good, and Byrne bowled with excellent judgment, while Crouch got rid of Bosanquet by two excellent catches on the boundary. xyxy=(786,443,904,533)
ad-text: Received 29, 10 a.m. On the match being resumed the Englishmen completed their first innings, which ended for 215 runs, or 27 behind the first innings of their opponents. The Queensland fielding was good, and Byrne bowled with excellent judgment, while Crouch got rid of Bosanquet by two excellent catches on the boundary. xyxy=(660,1334,779,1424)
subheading: CLAIM FOR DAMAGES. xyxy=(167,707,252,716)
article-text: Received 29, 10 a.m. On the match being resumed the Englishmen completed their first innings, which ended for 215 runs, or 27 behind the first innings of their opponents. The Queensland fielding was good, and Byrne bowled with excellent judgment, while Crouch got rid of Bosanquet by two excellent catches on the boundary. xyxy=(144,1265,275,1338)
ad-text: LADIES PLEASE SIT . . . DOWN AND THINK . . . THIS OVER . . . xyxy=(914,239,1104,256)
article-text: Received 29, 10 a.m. On the match being resumed the Englishmen completed their first innings, which ended for 215 runs, or 27 behind the first innings of their opponents. The Queensland fielding was good, and Byrne bowled with excellent judgment, while Crouch got rid of Bosanquet by two excellent catches on the boundary. xyxy=(414,686,553,759)
